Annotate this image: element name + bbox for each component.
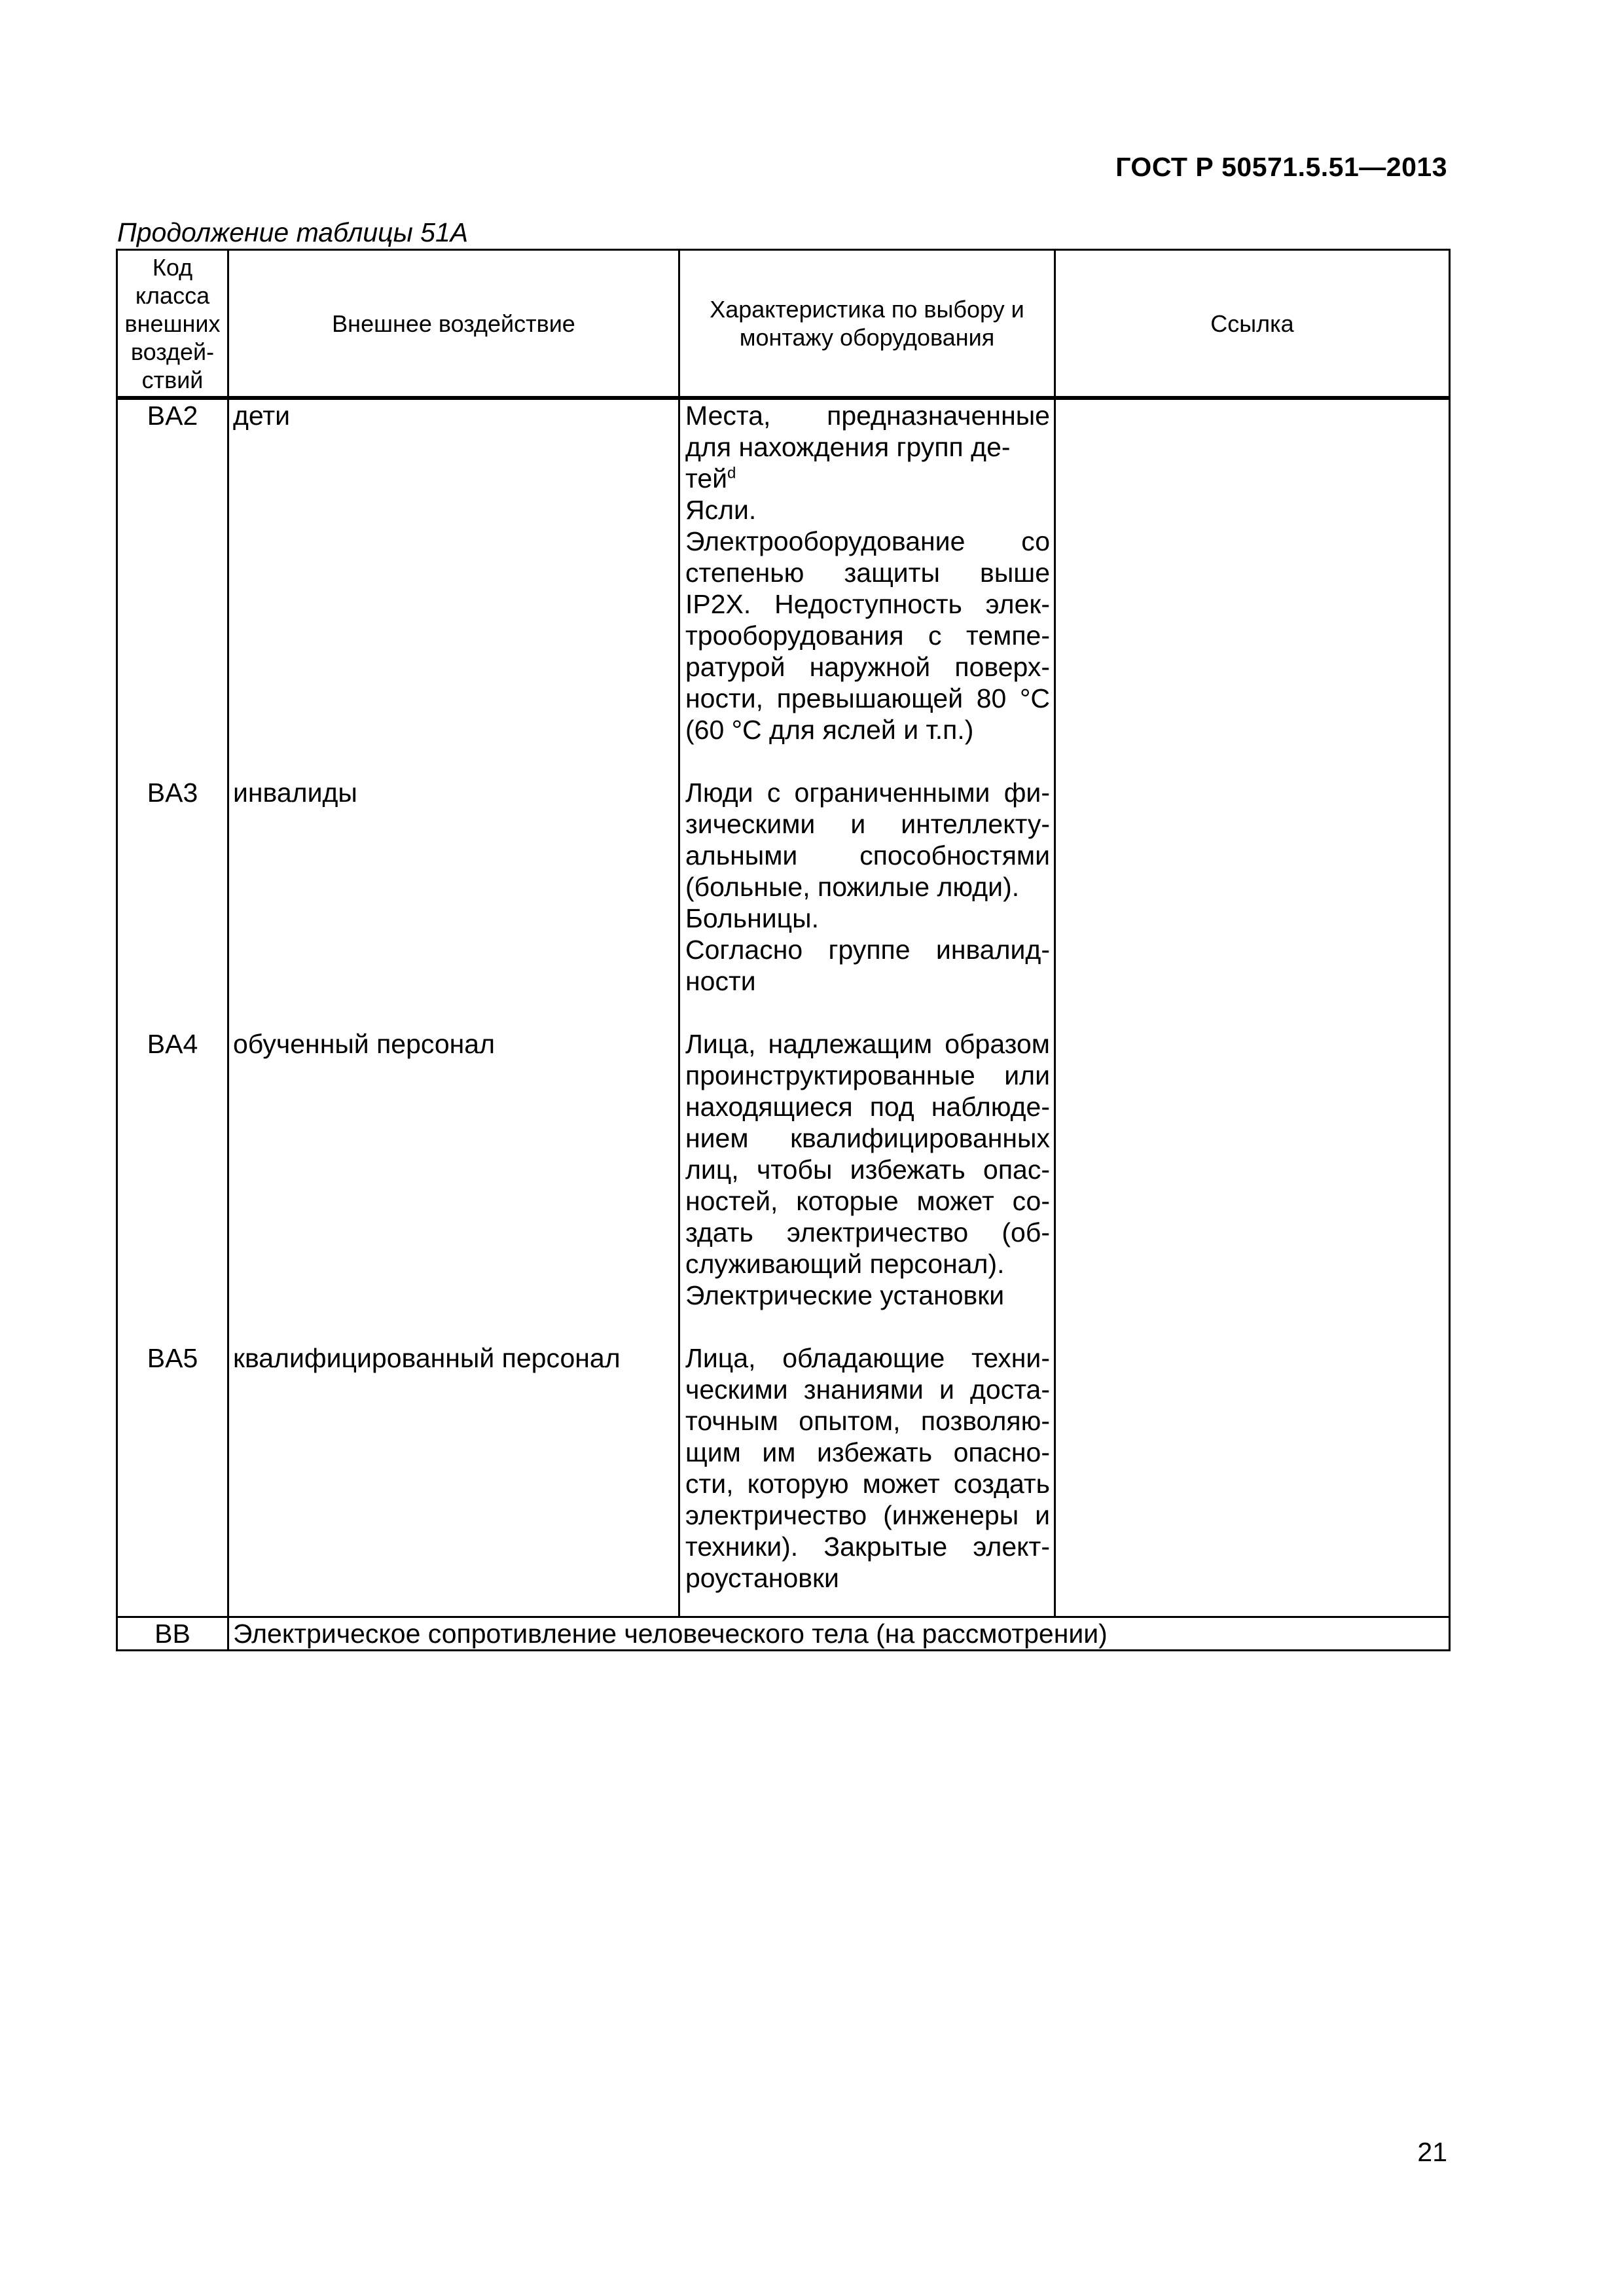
classification-table	[116, 249, 1451, 1651]
row-effect: обученный персонал	[228, 1028, 679, 1342]
table-row-ba2	[117, 398, 1450, 777]
row-code: BA4	[117, 1028, 228, 1342]
row-code: BA5	[117, 1342, 228, 1617]
row-effect: квалифицированный персонал	[228, 1342, 679, 1617]
row-characteristic	[679, 398, 1055, 777]
header-code: Код класса внешних воздей-ствий	[117, 250, 228, 399]
table-row-ba4	[117, 1028, 1450, 1342]
row-reference	[1055, 1028, 1450, 1342]
table-caption: Продолжение таблицы 51А	[117, 217, 469, 247]
char-line: Лица, обладающие техни-ческими знаниями и доста-точным опытом, позволяю-щим им избежать опасно-сти, которую может создать электричество (инженеры и техники). Закрытые элект-роустановки	[685, 1343, 1050, 1593]
footnote-mark: d	[727, 464, 736, 482]
row-code: BB	[117, 1617, 228, 1651]
char-line: Электрические установки	[685, 1280, 1005, 1310]
char-line-with-note: тей$^d$	[685, 463, 736, 493]
row-effect: инвалиды	[228, 777, 679, 1028]
page-number: 21	[1417, 2137, 1447, 2167]
header-reference: Ссылка	[1055, 250, 1450, 399]
row-reference	[1055, 777, 1450, 1028]
header-characteristic: Характеристика по выбору и монтажу оборудования	[679, 250, 1055, 399]
char-line: Ясли.	[685, 495, 757, 525]
row-characteristic	[679, 777, 1055, 1028]
row-code: BA2	[117, 398, 228, 777]
row-reference	[1055, 1342, 1450, 1617]
table-row-ba3	[117, 777, 1450, 1028]
table-row-ba5	[117, 1342, 1450, 1617]
row-reference	[1055, 398, 1450, 777]
char-line: Согласно группе инвалид-ности	[685, 935, 1050, 996]
char-line: Электрооборудование со степенью защиты выше IP2X. Недоступность элек-трооборудования с темпе-ратурой наружной поверх-ности, превышающей 80 °С (60 °С для яслей и т.п.)	[685, 526, 1050, 745]
char-line: Люди с ограниченными фи-зическими и интеллекту-альными способностями (больные, пожилые люди).	[685, 778, 1050, 902]
header-effect: Внешнее воздействие	[228, 250, 679, 399]
row-characteristic	[679, 1028, 1055, 1342]
table-row-bb	[117, 1617, 1450, 1651]
table-container	[116, 249, 1449, 1651]
row-characteristic	[679, 1342, 1055, 1617]
document-code: ГОСТ Р 50571.5.51—2013	[1115, 152, 1447, 182]
row-merged-text: Электрическое сопротивление человеческого тела (на рассмотрении)	[228, 1617, 1450, 1651]
table-header-row	[117, 250, 1450, 399]
row-code: BA3	[117, 777, 228, 1028]
char-line: Больницы.	[685, 903, 819, 933]
char-line: Места, предназначенные для нахождения групп де-	[685, 401, 1050, 462]
char-line: Лица, надлежащим образом проинструктированные или находящиеся под наблюде-нием квалифицированных лиц, чтобы избежать опас-ностей, которые может со-здать электричество (об-служивающий персонал).	[685, 1029, 1050, 1279]
row-effect: дети	[228, 398, 679, 777]
